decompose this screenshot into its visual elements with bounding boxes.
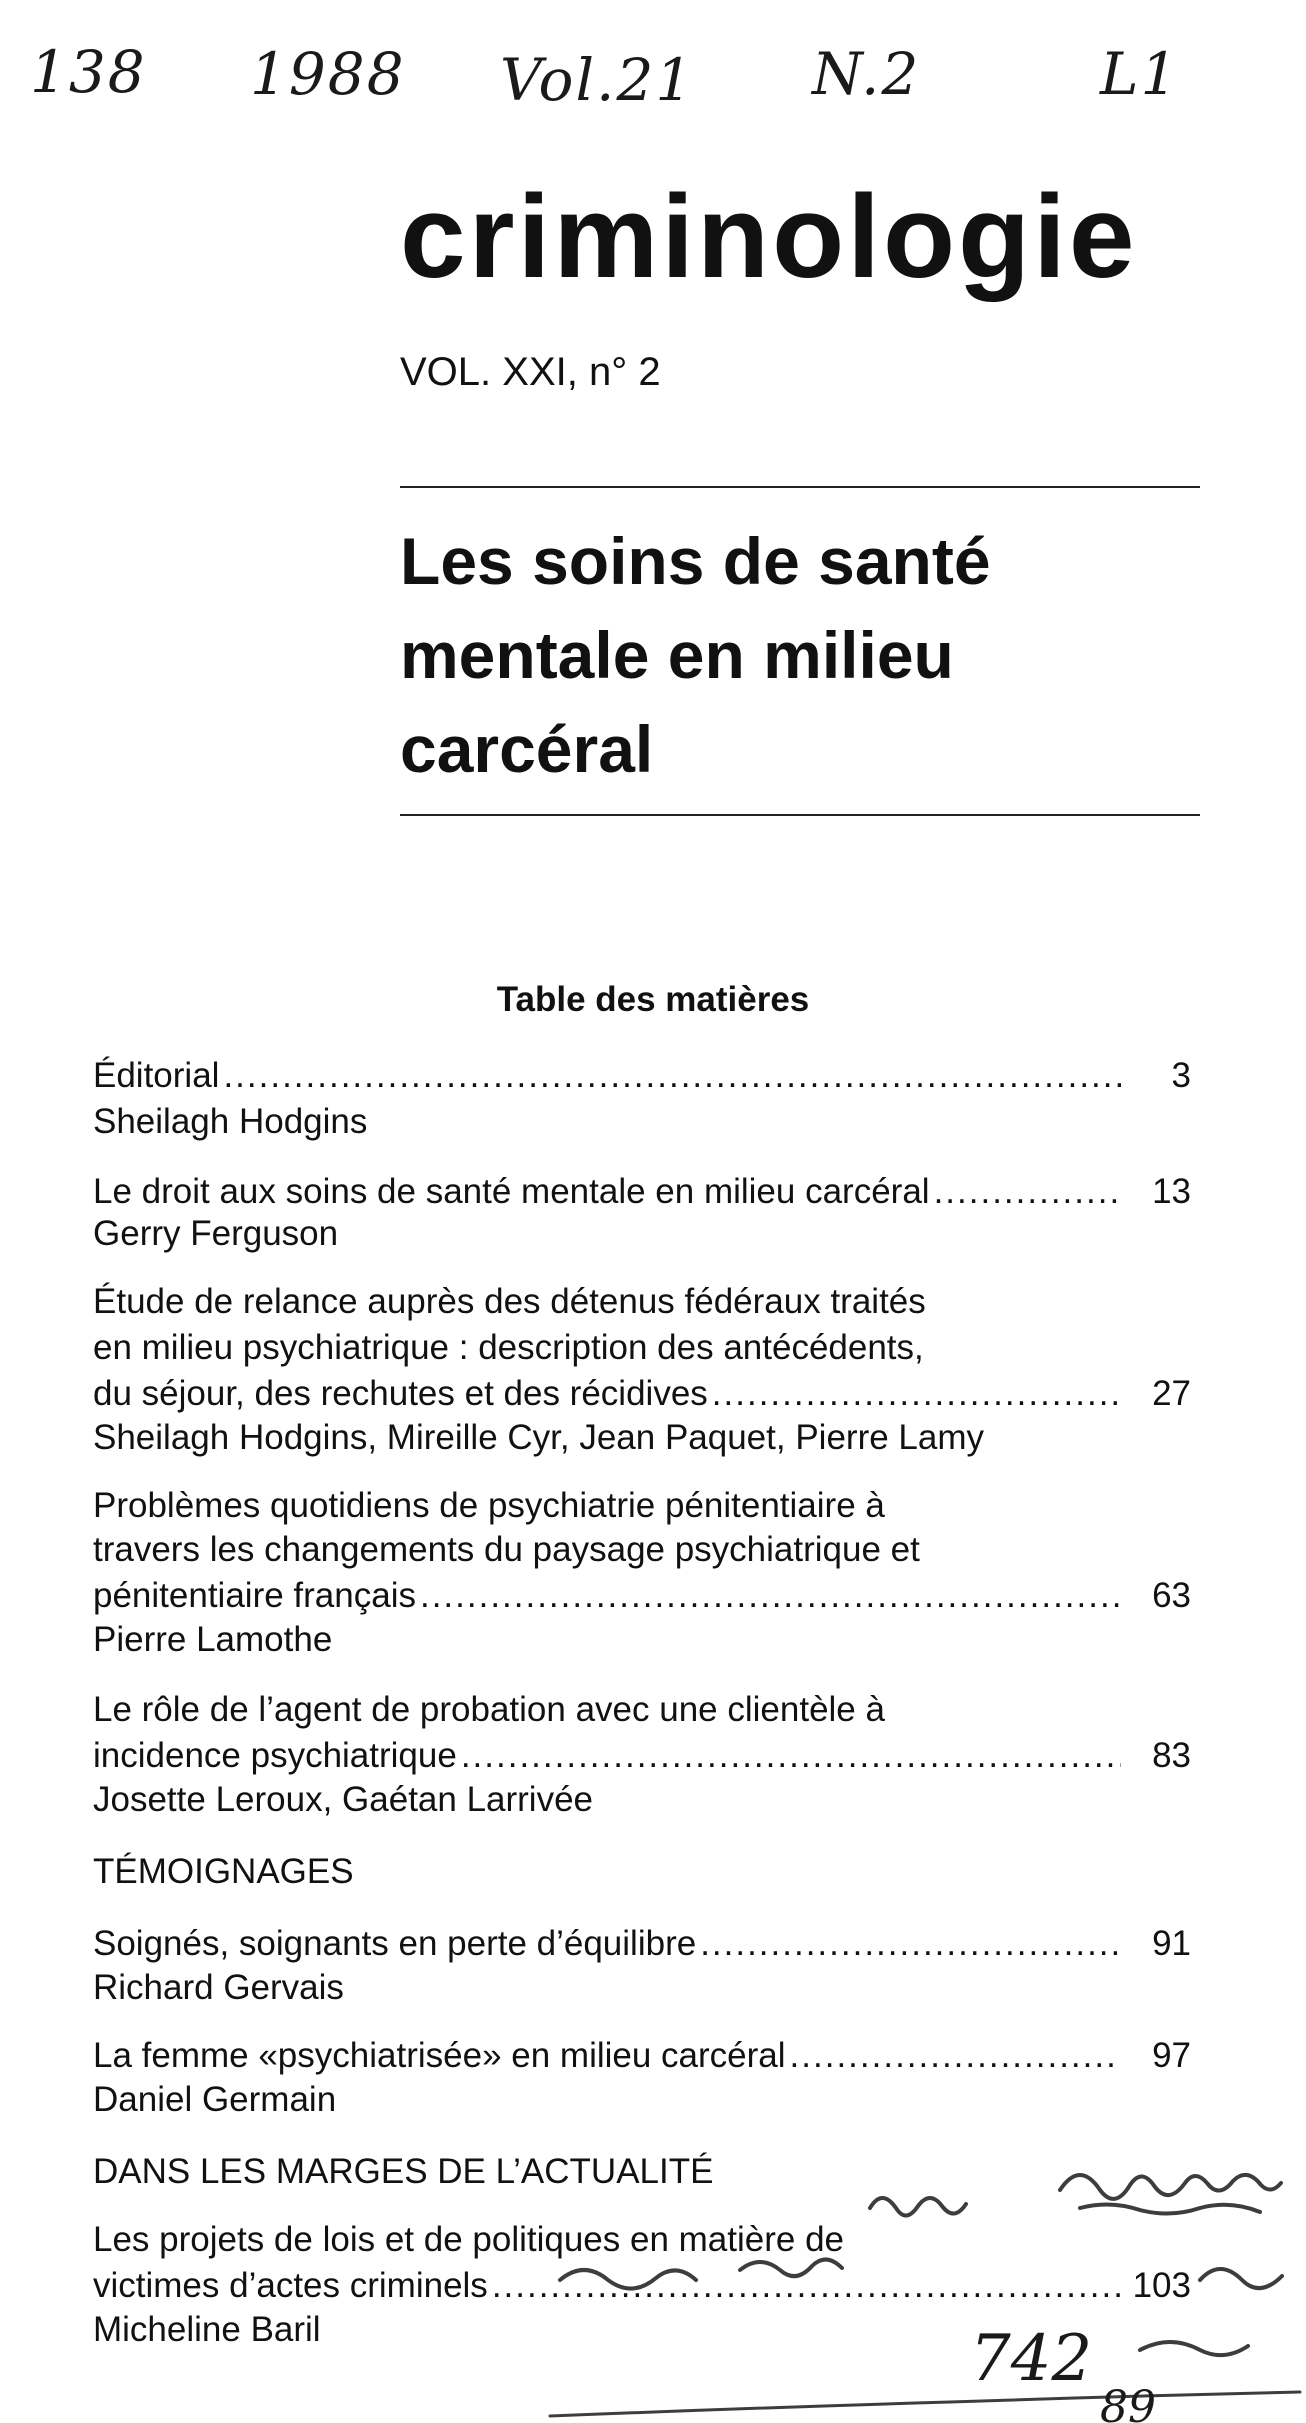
dot-leader — [461, 1738, 1121, 1773]
stamp-date: 89 — [1100, 2382, 1156, 2423]
issue-theme-line: carcéral — [400, 712, 654, 786]
toc-entry-authors: Josette Leroux, Gaétan Larrivée — [93, 1780, 594, 1819]
handwritten-note: 1988 — [250, 40, 406, 108]
divider — [400, 486, 1200, 488]
toc-entry-authors: Micheline Baril — [93, 2310, 321, 2349]
dot-leader — [934, 1174, 1121, 1209]
handwritten-note: Vol.21 — [500, 46, 695, 114]
dot-leader — [712, 1376, 1121, 1411]
toc-page-number: 83 — [1152, 1736, 1191, 1775]
toc-page-number: 97 — [1152, 2036, 1191, 2075]
toc-entry-authors: Sheilagh Hodgins — [93, 1102, 368, 1141]
dot-leader — [790, 2038, 1121, 2073]
toc-entry-title: travers les changements du paysage psychiatrique et — [93, 1530, 920, 1569]
toc-section-heading: TÉMOIGNAGES — [93, 1852, 354, 1891]
toc-page-number: 27 — [1152, 1374, 1191, 1413]
toc-entry-title: en milieu psychiatrique : description des antécédents, — [93, 1328, 924, 1367]
toc-entry-authors: Richard Gervais — [93, 1968, 344, 2007]
toc-entry-title: pénitentiaire français — [93, 1576, 416, 1615]
toc-entry-title: Les projets de lois et de politiques en matière de — [93, 2220, 845, 2259]
handwritten-note: 138 — [30, 38, 147, 106]
toc-entry-authors: Gerry Ferguson — [93, 1214, 339, 1253]
toc-page-number: 91 — [1152, 1924, 1191, 1963]
toc-page-number: 103 — [1132, 2266, 1191, 2305]
toc-heading: Table des matières — [496, 980, 810, 1019]
toc-entry-authors: Pierre Lamothe — [93, 1620, 333, 1659]
library-stamp — [540, 2130, 1306, 2423]
dot-leader — [223, 1058, 1121, 1093]
toc-entry — [93, 1058, 1191, 1093]
toc-entry-authors: Daniel Germain — [93, 2080, 337, 2119]
toc-entry-title: victimes d’actes criminels — [93, 2266, 488, 2305]
toc-entry-title: du séjour, des rechutes et des récidives — [93, 1374, 708, 1413]
toc-entry-title: Le rôle de l’agent de probation avec une clientèle à — [93, 1690, 885, 1729]
handwritten-note: N.2 — [812, 40, 921, 108]
toc-entry — [93, 1578, 1191, 1613]
toc-entry-title: Le droit aux soins de santé mentale en milieu carcéral — [93, 1172, 930, 1211]
handwritten-note: L1 — [1100, 40, 1180, 108]
dot-leader — [420, 1578, 1121, 1613]
toc-entry-title: Soignés, soignants en perte d’équilibre — [93, 1924, 697, 1963]
toc-entry-authors: Sheilagh Hodgins, Mireille Cyr, Jean Paquet, Pierre Lamy — [93, 1418, 984, 1457]
issue-theme-line: Les soins de santé — [400, 524, 991, 598]
issue-theme-line: mentale en milieu — [400, 618, 954, 692]
toc-entry — [93, 1174, 1191, 1209]
toc-entry-title: Étude de relance auprès des détenus fédéraux traités — [93, 1282, 926, 1321]
toc-page-number: 13 — [1152, 1172, 1191, 1211]
dot-leader — [700, 1926, 1121, 1961]
stamp-number: 742 — [970, 2322, 1093, 2396]
journal-title: criminologie — [400, 171, 1138, 303]
toc-section-heading: DANS LES MARGES DE L’ACTUALITÉ — [93, 2152, 714, 2191]
toc-page-number: 3 — [1171, 1056, 1191, 1095]
toc-entry — [93, 1376, 1191, 1411]
toc-entry — [93, 1738, 1191, 1773]
toc-entry-title: La femme «psychiatrisée» en milieu carcéral — [93, 2036, 786, 2075]
toc-entry-title: incidence psychiatrique — [93, 1736, 457, 1775]
toc-entry — [93, 1926, 1191, 1961]
toc-page-number: 63 — [1152, 1576, 1191, 1615]
toc-entry-title: Problèmes quotidiens de psychiatrie pénitentiaire à — [93, 1486, 885, 1525]
divider — [400, 814, 1200, 816]
toc-entry-title: Éditorial — [93, 1056, 220, 1095]
volume-number: VOL. XXI, n° 2 — [400, 350, 661, 394]
toc-entry — [93, 2038, 1191, 2073]
